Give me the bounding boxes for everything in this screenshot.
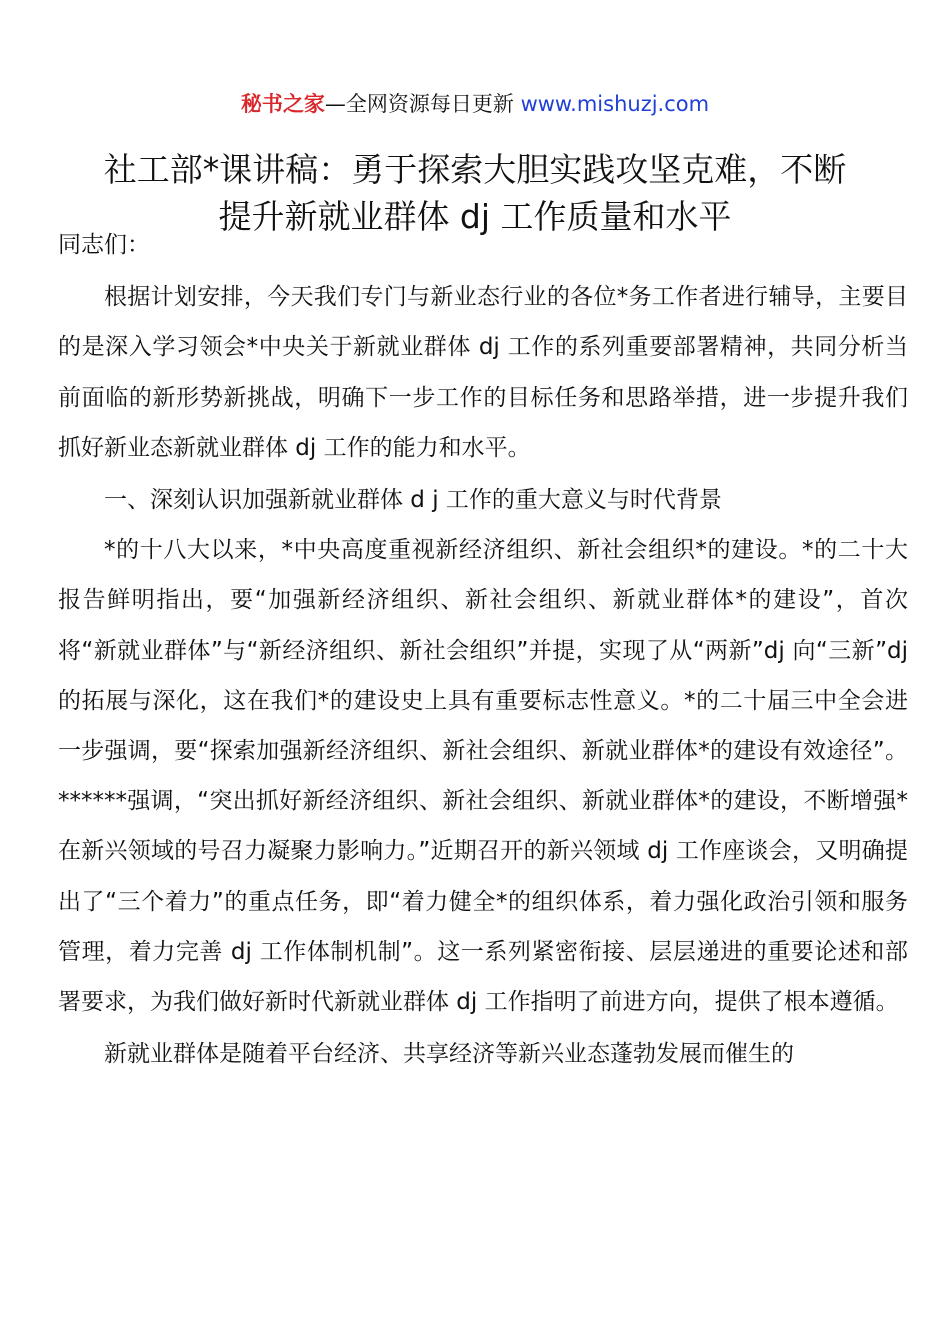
paragraph-background: *的十八大以来，*中央高度重视新经济组织、新社会组织*的建设。*的二十大报告鲜明指出，要“加强新经济组织、新社会组织、新就业群体*的建设”，首次将“新就业群体”与“新经济组织、新社会组织”并提，实现了从“两新”dj 向“三新”dj 的拓展与深化，这在我们*的建设史上具有重要标志性意义。*的二十届三中全会进一步强调，要“探索加强新经济组织、新社会组织、新就业群体*的建设有效途径”。******强调，“突出抓好新经济组织、新社会组织、新就业群体*的建设，不断增强*在新兴领域的号召力凝聚力影响力。”近期召开的新兴领域 dj 工作座谈会，又明确提出了“三个着力”的重点任务，即“着力健全*的组织体系，着力强化政治引领和服务管理，着力完善 dj 工作体制机制”。这一系列紧密衔接、层层递进的重要论述和部署要求，为我们做好新时代新就业群体 dj 工作指明了前进方向，提供了根本遵循。 [58, 537, 908, 1016]
site-url-link[interactable]: www.mishuzj.com [520, 92, 710, 116]
paragraph-new-employment-groups: 新就业群体是随着平台经济、共享经济等新兴业态蓬勃发展而催生的 [104, 1041, 794, 1068]
salutation: 同志们： [58, 232, 150, 258]
site-tagline: —全网资源每日更新 [324, 92, 514, 116]
section-heading-1: 一、深刻认识加强新就业群体 d j 工作的重大意义与时代背景 [104, 487, 722, 514]
document-body [58, 220, 908, 1079]
site-brand: 秘书之家 [240, 92, 325, 116]
document-title-line-2: 提升新就业群体 dj 工作质量和水平 [218, 197, 732, 236]
paragraph-intro: 根据计划安排，今天我们专门与新业态行业的各位*务工作者进行辅导，主要目的是深入学习领会*中央关于新就业群体 dj 工作的系列重要部署精神，共同分析当前面临的新形势新挑战，明确下一步工作的目标任务和思路举措，进一步提升我们抓好新业态新就业群体 dj 工作的能力和水平。 [58, 284, 908, 461]
site-header [0, 88, 950, 120]
document-title-line-1: 社工部*课讲稿：勇于探索大胆实践攻坚克难，不断 [103, 150, 847, 189]
